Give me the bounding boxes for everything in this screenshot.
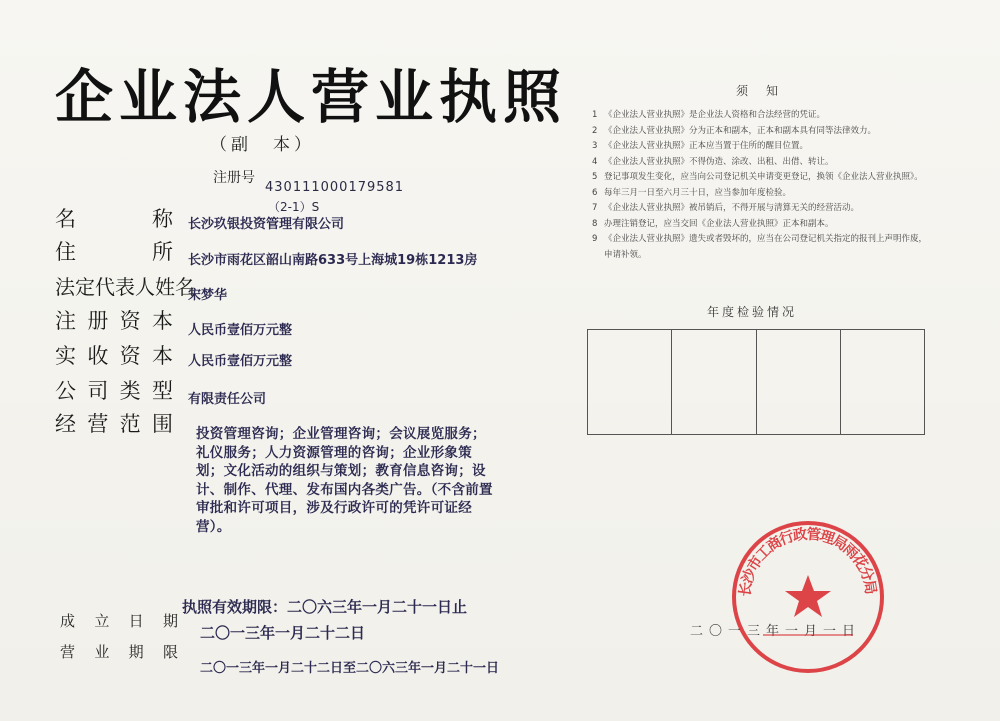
inspection-cell	[841, 330, 924, 434]
annual-inspection-grid	[587, 329, 925, 435]
copy-type: （副 本）	[210, 135, 315, 155]
value-registered-capital: 人民币壹佰万元整	[188, 323, 293, 338]
value-address: 长沙市雨花区韶山南路633号上海城19栋1213房	[188, 253, 478, 268]
reg-no-value: 430111000179581	[265, 180, 405, 195]
label-name: 名 称	[55, 207, 173, 231]
notice-item: 8 办理注销登记，应当交回《企业法人营业执照》正本和副本。	[592, 218, 834, 229]
label-established: 成 立 日 期	[60, 612, 178, 630]
business-scope-text: 投资管理咨询；企业管理咨询；会议展览服务；礼仪服务；人力资源管理的咨询；企业形象策划；文化活动的组织与策划；教育信息咨询；设计、制作、代理、发布国内各类广告。（不含前置审批和许可项目，涉及行政许可的凭许可证经营）。	[196, 426, 493, 535]
official-seal-icon	[728, 517, 888, 677]
notice-item: 2 《企业法人营业执照》分为正本和副本，正本和副本具有同等法律效力。	[592, 125, 877, 136]
notice-item: 3 《企业法人营业执照》正本应当置于住所的醒目位置。	[592, 141, 809, 151]
established-date: 二〇一三年一月二十二日	[200, 624, 366, 642]
label-paid-capital: 实 收 资 本	[55, 344, 173, 368]
reg-no-label: 注册号	[213, 170, 255, 186]
label-registered-capital: 注 册 资 本	[55, 309, 173, 333]
label-term: 营 业 期 限	[60, 643, 178, 661]
notice-item: 6 每年三月一日至六月三十日，应当参加年度检验。	[592, 187, 792, 198]
label-legal-rep: 法定代表人姓名	[55, 275, 195, 299]
label-company-type: 公 司 类 型	[55, 379, 173, 403]
svg-text:长沙市工商行政管理局雨花分局: 长沙市工商行政管理局雨花分局	[737, 526, 879, 598]
document-title: 企业法人营业执照	[55, 63, 568, 131]
value-legal-rep: 宋梦华	[188, 288, 228, 303]
label-business-scope: 经 营 范 围	[55, 412, 173, 436]
notice-item: 7 《企业法人营业执照》被吊销后，不得开展与清算无关的经营活动。	[592, 203, 860, 213]
notice-title: 须知	[736, 84, 797, 98]
notice-item: 1 《企业法人营业执照》是企业法人资格和合法经营的凭证。	[592, 110, 826, 120]
notice-item: 4 《企业法人营业执照》不得伪造、涂改、出租、出借、转让。	[592, 156, 834, 167]
inspection-cell	[757, 330, 841, 434]
value-paid-capital: 人民币壹佰万元整	[188, 354, 293, 369]
copy-number: （2-1）S	[268, 200, 320, 214]
annual-inspection-title: 年度检验情况	[707, 305, 798, 319]
notice-item: 9 《企业法人营业执照》遗失或者毁坏的，应当在公司登记机关指定的报刊上声明作废，申请补领。	[592, 234, 928, 260]
inspection-cell	[672, 330, 756, 434]
notice-item: 5 登记事项发生变化，应当向公司登记机关申请变更登记，换领《企业法人营业执照》。	[592, 172, 923, 182]
value-company-type: 有限责任公司	[188, 392, 267, 407]
license-validity: 执照有效期限：二〇六三年一月二十一日止	[182, 598, 468, 616]
value-name: 长沙玖银投资管理有限公司	[188, 217, 345, 232]
notice-list	[592, 108, 932, 263]
issue-date: 二〇一三年一月一日	[690, 624, 862, 639]
label-address: 住 所	[55, 240, 173, 264]
business-term: 二〇一三年一月二十二日至二〇六三年一月二十一日	[200, 661, 500, 676]
inspection-cell	[588, 330, 672, 434]
